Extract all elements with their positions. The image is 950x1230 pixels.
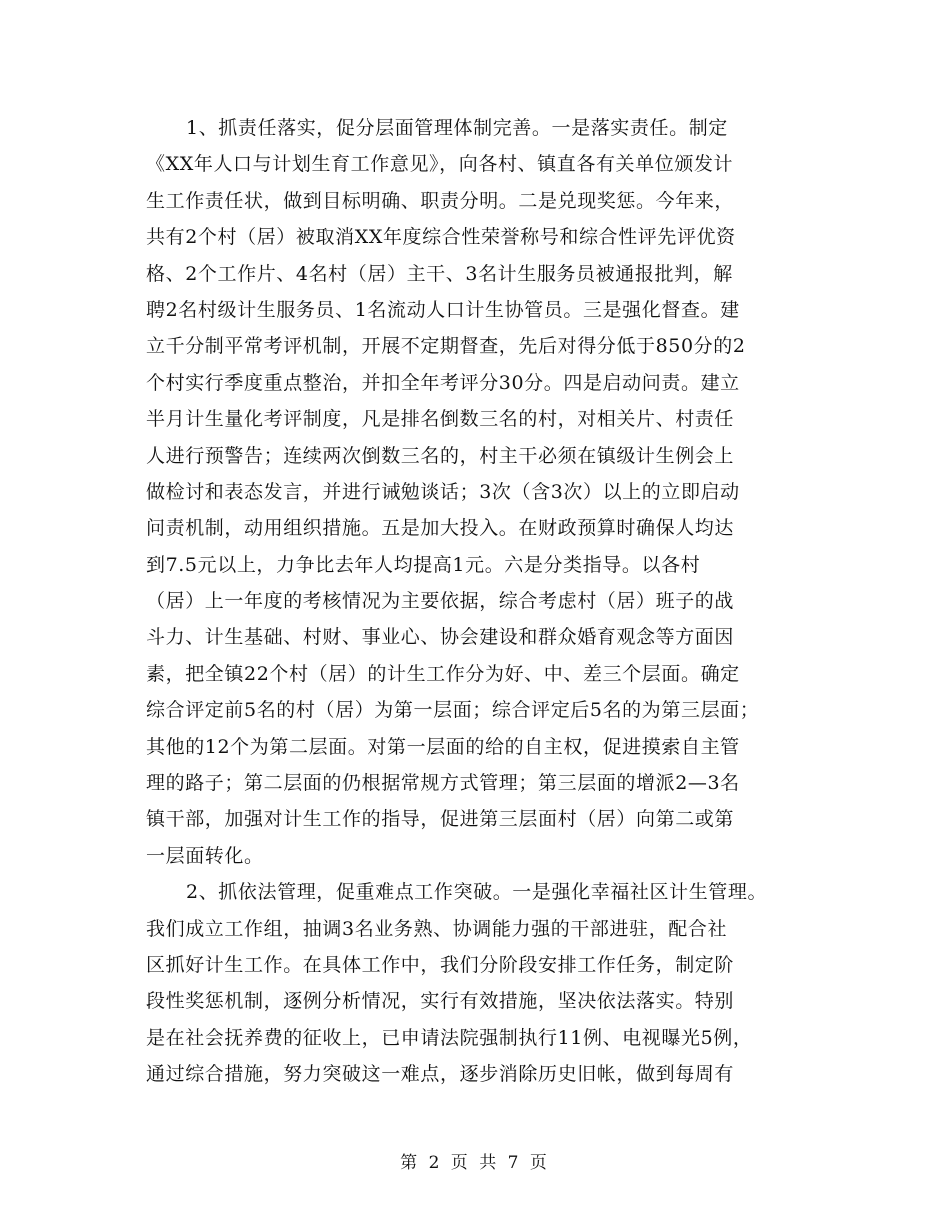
paragraph-1-line-9: 半月计生量化考评制度，凡是排名倒数三名的村，对相关片、村责任 xyxy=(146,408,735,431)
paragraph-1-line-5: 格、2个工作片、4名村（居）主干、3名计生服务员被通报批判，解 xyxy=(146,262,733,285)
paragraph-2-line-6: 通过综合措施，努力突破这一难点，逐步消除历史旧帐，做到每周有 xyxy=(146,1063,735,1086)
paragraph-1-line-16: 素，把全镇22个村（居）的计生工作分为好、中、差三个层面。确定 xyxy=(146,662,740,685)
paragraph-1-line-8: 个村实行季度重点整治，并扣全年考评分30分。四是启动问责。建立 xyxy=(146,371,740,394)
paragraph-2-line-1: 2、抓依法管理，促重难点工作突破。一是强化幸福社区计生管理。 xyxy=(186,881,768,904)
paragraph-1-line-1: 1、抓责任落实，促分层面管理体制完善。一是落实责任。制定 xyxy=(186,117,728,139)
paragraph-2-line-2: 我们成立工作组，抽调3名业务熟、协调能力强的干部进驻，配合社 xyxy=(146,917,728,940)
paragraph-1-line-14: （居）上一年度的考核情况为主要依据，综合考虑村（居）班子的战 xyxy=(146,590,735,613)
paragraph-1-line-15: 斗力、计生基础、村财、事业心、协会建设和群众婚育观念等方面因 xyxy=(146,626,735,649)
paragraph-1-line-17: 综合评定前5名的村（居）为第一层面；综合评定后5名的为第三层面； xyxy=(146,699,760,722)
document-body xyxy=(146,110,836,1093)
paragraph-1-line-21: 一层面转化。 xyxy=(146,844,264,867)
paragraph-2-line-5: 是在社会抚养费的征收上，已申请法院强制执行11例、电视曝光5例， xyxy=(146,1026,753,1049)
paragraph-1-line-3: 生工作责任状，做到目标明确、职责分明。二是兑现奖惩。今年来， xyxy=(146,189,735,212)
paragraph-1-line-20: 镇干部，加强对计生工作的指导，促进第三层面村（居）向第二或第 xyxy=(146,808,735,831)
paragraph-1-line-12: 问责机制，动用组织措施。五是加大投入。在财政预算时确保人均达 xyxy=(146,517,735,540)
paragraph-1-line-10: 人进行预警告；连续两次倒数三名的，村主干必须在镇级计生例会上 xyxy=(146,444,735,467)
paragraph-1-line-7: 立千分制平常考评机制，开展不定期督查，先后对得分低于850分的2 xyxy=(146,335,746,358)
paragraph-2-line-3: 区抓好计生工作。在具体工作中，我们分阶段安排工作任务，制定阶 xyxy=(146,953,735,976)
paragraph-2-line-4: 段性奖惩机制，逐例分析情况，实行有效措施，坚决依法落实。特别 xyxy=(146,990,735,1013)
page-number-footer: 第 2 页 共 7 页 xyxy=(400,1153,550,1173)
paragraph-1-line-11: 做检讨和表态发言，并进行诫勉谈话；3次（含3次）以上的立即启动 xyxy=(146,480,740,503)
paragraph-1-line-2: 《XX年人口与计划生育工作意见》，向各村、镇直各有关单位颁发计 xyxy=(146,153,734,176)
paragraph-1-line-4: 共有2个村（居）被取消XX年度综合性荣誉称号和综合性评先评优资 xyxy=(146,226,736,249)
paragraph-1-line-6: 聘2名村级计生服务员、1名流动人口计生协管员。三是强化督查。建 xyxy=(146,298,740,321)
paragraph-1-line-13: 到7.5元以上，力争比去年人均提高1元。六是分类指导。以各村 xyxy=(146,553,701,576)
paragraph-1-line-18: 其他的12个为第二层面。对第一层面的给的自主权，促进摸索自主管 xyxy=(146,735,740,758)
paragraph-1-line-19: 理的路子；第二层面的仍根据常规方式管理；第三层面的增派2—3名 xyxy=(146,772,740,795)
